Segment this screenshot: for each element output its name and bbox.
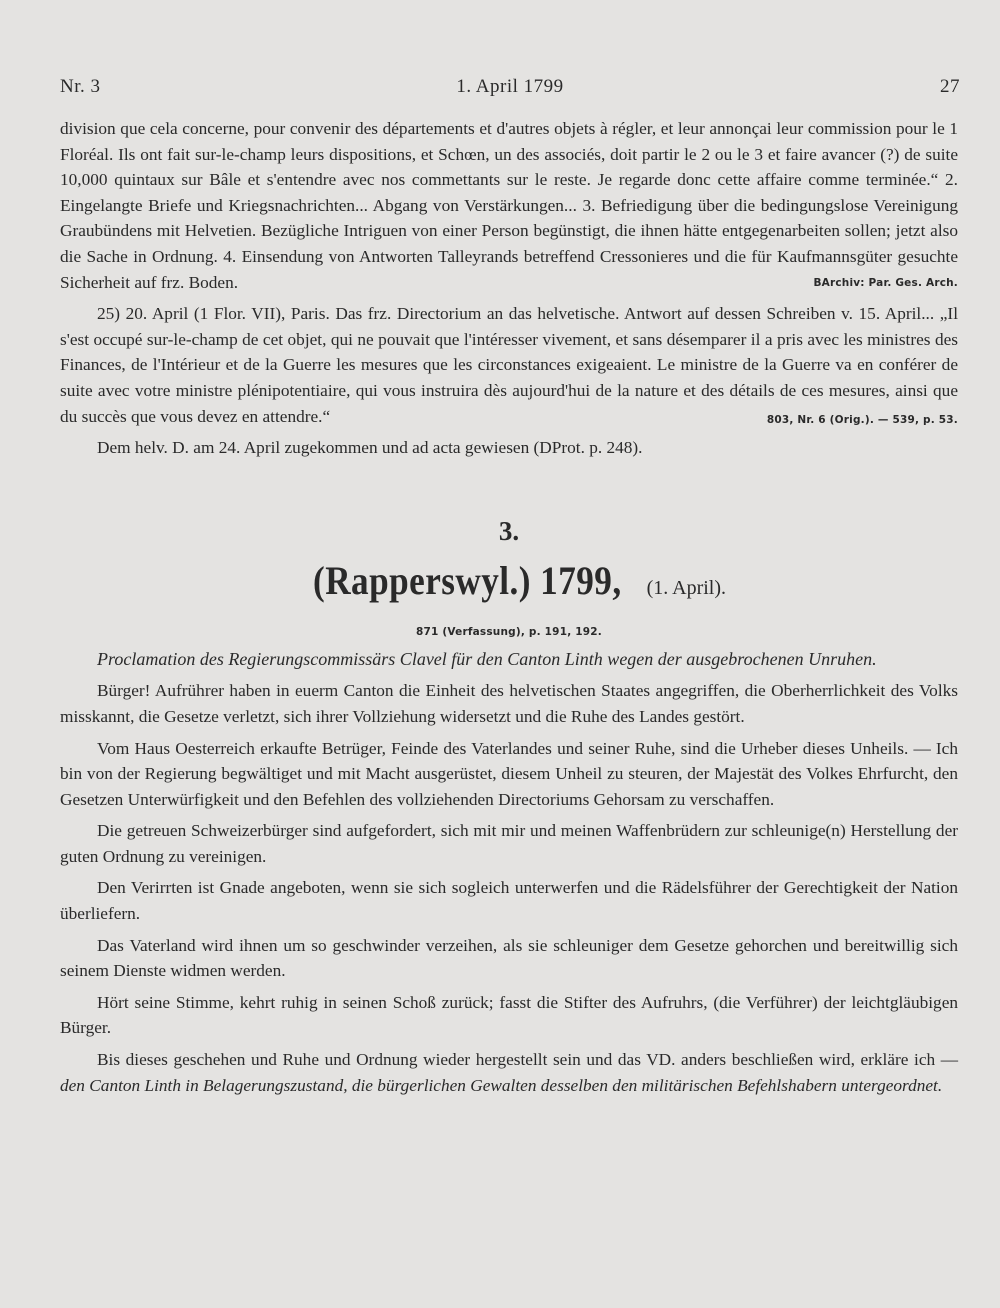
section-title-main: (Rapperswyl.) 1799, (313, 557, 622, 603)
section-title (60, 559, 958, 612)
proclamation-heading: Proclamation des Regierungscommissärs Clavel für den Canton Linth wegen der ausgebrochenen Unruhen. (97, 648, 877, 669)
continued-paragraph (60, 116, 958, 295)
paragraph: Das Vaterland wird ihnen um so geschwinder verzeihen, als sie schleuniger dem Gesetze gehorchen und bereitwillig sich seinem Dienste widmen werden. (60, 935, 958, 981)
entry-25-text: 25) 20. April (1 Flor. VII), Paris. Das frz. Directorium an das helvetische. Antwort auf dessen Schreiben v. 15. April... „Il s'est occupé sur-le-champ de cet objet, qui ne pouvait que l'intéresser vivement, et sans désemparer il a pris avec les ministres des Finances, de l'Intérieur et de la Guerre les mesures que les circonstances exigeaient. Le ministre de la Guerre va en conférer de suite avec votre ministre plénipotentiaire, qui vous instruira dès aujourd'hui de la nature et des détails de ces mesures, ainsi que du succès que vous devez en attendre.“ (60, 304, 958, 426)
page-number: 27 (940, 76, 960, 97)
final-paragraph-italic: den Canton Linth in Belagerungszustand, die bürgerlichen Gewalten desselben den militärischen Befehlshabern untergeordnet. (60, 1075, 943, 1095)
archive-reference: BArchiv: Par. Ges. Arch. (813, 276, 958, 289)
entry-25-reference: 803, Nr. 6 (Orig.). — 539, p. 53. (766, 413, 958, 426)
page-body (60, 116, 958, 1098)
final-paragraph (60, 1047, 958, 1098)
paragraph: Die getreuen Schweizerbürger sind aufgefordert, sich mit mir und meinen Waffenbrüdern zur schleunige(n) Herstellung der guten Ordnung zu vereinigen. (60, 821, 958, 866)
section-number: 3. (498, 515, 520, 546)
entry-25-paragraph (60, 301, 958, 429)
paragraph: Vom Haus Oesterreich erkaufte Betrüger, Feinde des Vaterlandes und seiner Ruhe, sind die Urheber dieses Unheils. — Ich bin von der Regierung begwältiget und mit Macht ausgerüstet, diesem Unheil zu steuren, der Majestät des Volkes Ehrfurcht, den Gesetzen Unterwürfigkeit und den Befehlen des vollziehenden Directoriums Gehorsam zu verschaffen. (60, 738, 958, 809)
issue-number: Nr. 3 (60, 76, 101, 97)
page-header (60, 76, 960, 102)
section-title-date: (1. April). (646, 576, 727, 599)
header-date: 1. April 1799 (456, 76, 564, 97)
paragraph: Hört seine Stimme, kehrt ruhig in seinen Schoß zurück; fasst die Stifter des Aufruhrs, (die Verführer) der leichtgläubigen Bürger. (60, 992, 958, 1038)
section-source (60, 622, 958, 641)
final-paragraph-lead: Bis dieses geschehen und Ruhe und Ordnung wieder hergestellt sein und das VD. anders beschließen wird, erkläre ich — (97, 1050, 958, 1070)
paragraph: Den Verirrten ist Gnade angeboten, wenn sie sich sogleich unterwerfen und die Rädelsführer der Gerechtigkeit der Nation überliefern. (60, 878, 958, 924)
source-reference: 871 (Verfassung), p. 191, 192. (416, 625, 602, 638)
entry-note: Dem helv. D. am 24. April zugekommen und ad acta gewiesen (DProt. p. 248). (97, 438, 643, 458)
paragraph: Bürger! Aufrührer haben in euerm Canton die Einheit des helvetischen Staates angegriffen, die Oberherrlichkeit des Volks misskannt, die Gesetze verletzt, sich ihrer Vollziehung widersetzt und die Ruhe des Landes gestört. (60, 681, 958, 726)
continued-text: division que cela concerne, pour convenir des départements et d'autres objets à régler, et leur annonçai leur commission pour le 1 Floréal. Ils ont fait sur-le-champ leurs dispositions, et Schœn, un des associés, doit partir le 2 ou le 3 et faire avancer (?) de suite 10,000 quintaux sur Bâle et s'entendre avec nos commettants sur le reste. Je regarde donc cette affaire comme terminée.“ 2. Eingelangte Briefe und Kriegsnachrichten... Abgang von Verstärkungen... 3. Befriedigung über die bedingungslose Vereinigung Graubündens mit Helvetien. Bezügliche Intriguen von einer Person begünstigt, die ihnen hätte entgegenarbeiten sollen; jetzt also die Sache in Ordnung. 4. Einsendung von Antworten Talleyrands betreffend Cressonieres und die für Kaufmannsgüter gesuchte Sicherheit auf frz. Boden. (60, 119, 958, 292)
